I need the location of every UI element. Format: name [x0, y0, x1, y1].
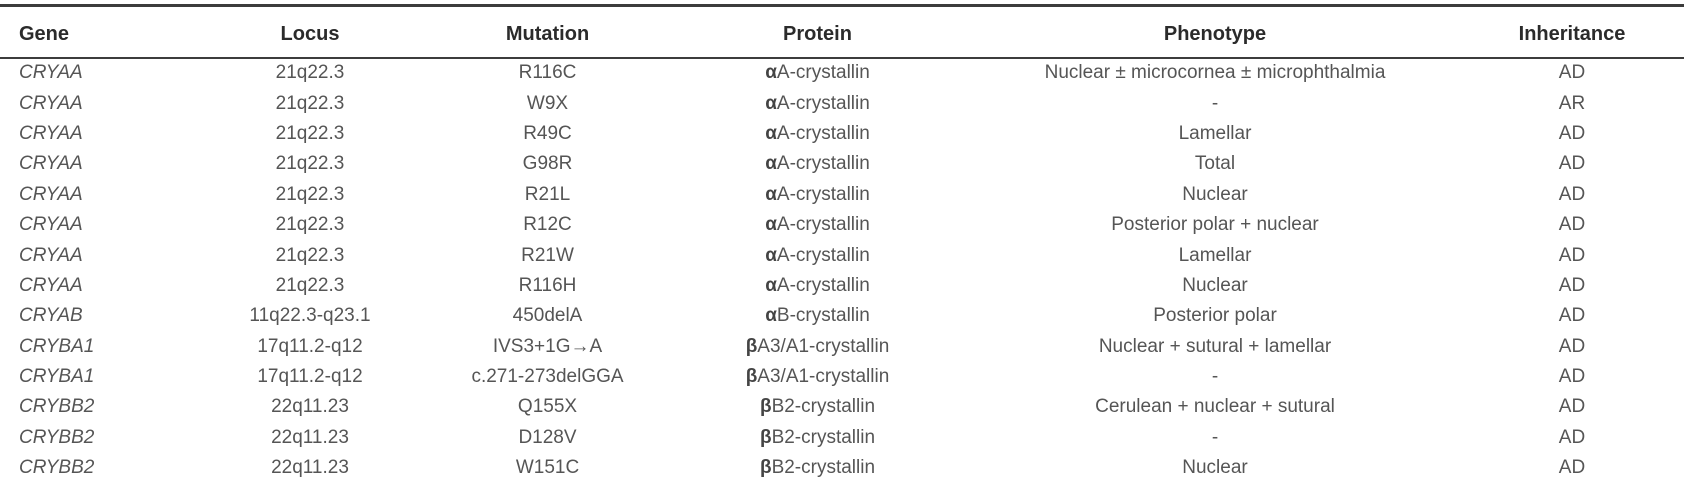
mutation-cell: c.271-273delGGA [471, 366, 624, 388]
locus-cell: 11q22.3-q23.1 [249, 305, 371, 327]
locus-cell: 17q11.2-q12 [257, 366, 363, 388]
protein-cell [665, 271, 970, 301]
mutation-cell: 450delA [512, 305, 583, 327]
mutation-cell: R21W [521, 244, 574, 266]
protein-greek-prefix: α [765, 274, 777, 296]
gene-cell: CRYAA [19, 183, 83, 205]
locus-cell: 17q11.2-q12 [257, 335, 363, 357]
gene-cell: CRYBA1 [19, 335, 95, 357]
locus-cell: 21q22.3 [275, 122, 345, 144]
phenotype-cell: Nuclear + sutural + lamellar [1098, 335, 1332, 357]
table-row [0, 362, 1684, 392]
protein-greek-prefix: α [765, 214, 777, 236]
table-row [0, 392, 1684, 422]
protein-greek-prefix: β [759, 457, 772, 479]
locus-cell: 21q22.3 [275, 274, 345, 296]
protein-name: A-crystallin [776, 214, 870, 236]
protein-cell [665, 56, 970, 88]
protein-name: B2-crystallin [771, 457, 876, 479]
inheritance-cell: AD [1558, 305, 1586, 327]
table-row [0, 149, 1684, 179]
mutation-cell: G98R [522, 153, 573, 175]
table-row [0, 119, 1684, 149]
inheritance-cell: AD [1558, 244, 1586, 266]
gene-cell: CRYBB2 [19, 426, 95, 448]
table-body [0, 56, 1684, 483]
mutation-cell: W9X [526, 92, 569, 114]
header-gene: Gene [19, 22, 70, 45]
inheritance-cell: AD [1558, 122, 1586, 144]
table-row [0, 210, 1684, 240]
inheritance-cell: AR [1558, 92, 1586, 114]
mutation-cell: Q155X [517, 396, 578, 418]
phenotype-cell: Nuclear ± microcornea ± microphthalmia [1044, 62, 1386, 84]
mutation-table [0, 12, 1684, 483]
header-locus: Locus [280, 22, 340, 45]
top-rule [0, 4, 1684, 7]
protein-greek-prefix: α [765, 153, 777, 175]
protein-name: A-crystallin [776, 274, 870, 296]
mutation-cell: R21L [524, 183, 571, 205]
table-row [0, 240, 1684, 270]
table-row [0, 56, 1684, 88]
gene-cell: CRYAA [19, 244, 83, 266]
locus-cell: 21q22.3 [275, 62, 345, 84]
protein-cell [665, 301, 970, 331]
phenotype-cell: Nuclear [1182, 183, 1248, 205]
protein-name: A3/A1-crystallin [757, 366, 890, 388]
protein-greek-prefix: α [765, 62, 777, 84]
mutation-cell: D128V [518, 426, 577, 448]
mutation-cell: R116H [518, 274, 577, 296]
locus-cell: 21q22.3 [275, 183, 345, 205]
mutation-cell: W151C [515, 457, 580, 479]
table-row [0, 180, 1684, 210]
phenotype-cell: Posterior polar [1153, 305, 1277, 327]
inheritance-cell: AD [1558, 426, 1586, 448]
mutation-cell: IVS3+1G→A [492, 335, 603, 357]
protein-name: A-crystallin [776, 153, 870, 175]
protein-cell [665, 332, 970, 362]
locus-cell: 22q11.23 [271, 426, 349, 448]
phenotype-cell: Lamellar [1178, 122, 1252, 144]
phenotype-cell: - [1211, 92, 1219, 114]
protein-greek-prefix: α [765, 305, 777, 327]
protein-cell [665, 210, 970, 240]
inheritance-cell: AD [1558, 335, 1586, 357]
phenotype-cell: Cerulean + nuclear + sutural [1095, 396, 1335, 418]
gene-cell: CRYAB [19, 305, 83, 327]
gene-cell: CRYAA [19, 153, 83, 175]
table-row [0, 271, 1684, 301]
locus-cell: 21q22.3 [275, 214, 345, 236]
protein-cell [665, 88, 970, 118]
protein-name: B-crystallin [776, 305, 870, 327]
header-phenotype: Phenotype [1163, 22, 1267, 45]
gene-cell: CRYAA [19, 62, 83, 84]
protein-cell [665, 423, 970, 453]
protein-name: A-crystallin [776, 244, 870, 266]
phenotype-cell: - [1211, 366, 1219, 388]
inheritance-cell: AD [1558, 274, 1586, 296]
protein-greek-prefix: α [765, 244, 777, 266]
inheritance-cell: AD [1558, 62, 1586, 84]
phenotype-cell: Total [1194, 153, 1236, 175]
phenotype-cell: Nuclear [1182, 274, 1248, 296]
protein-cell [665, 362, 970, 392]
inheritance-cell: AD [1558, 183, 1586, 205]
table-row [0, 88, 1684, 118]
gene-cell: CRYAA [19, 214, 83, 236]
gene-cell: CRYAA [19, 122, 83, 144]
table-row [0, 453, 1684, 483]
protein-greek-prefix: β [759, 396, 772, 418]
mutation-cell: R12C [523, 214, 572, 236]
protein-cell [665, 180, 970, 210]
inheritance-cell: AD [1558, 457, 1586, 479]
mutation-cell: R49C [523, 122, 572, 144]
gene-cell: CRYAA [19, 92, 83, 114]
protein-name: B2-crystallin [771, 426, 876, 448]
protein-greek-prefix: β [745, 366, 758, 388]
protein-greek-prefix: β [759, 426, 772, 448]
locus-cell: 22q11.23 [271, 396, 349, 418]
locus-cell: 21q22.3 [275, 244, 345, 266]
gene-cell: CRYBB2 [19, 457, 95, 479]
protein-name: A-crystallin [776, 92, 870, 114]
locus-cell: 21q22.3 [275, 92, 345, 114]
table-row [0, 423, 1684, 453]
phenotype-cell: - [1211, 426, 1219, 448]
protein-cell [665, 149, 970, 179]
phenotype-cell: Posterior polar + nuclear [1111, 214, 1319, 236]
header-inheritance: Inheritance [1518, 22, 1626, 45]
table-row [0, 332, 1684, 362]
phenotype-cell: Lamellar [1178, 244, 1252, 266]
phenotype-cell: Nuclear [1182, 457, 1248, 479]
gene-cell: CRYBB2 [19, 396, 95, 418]
inheritance-cell: AD [1558, 366, 1586, 388]
mutation-cell: R116C [518, 62, 577, 84]
protein-name: A-crystallin [776, 62, 870, 84]
protein-cell [665, 240, 970, 270]
protein-name: A-crystallin [776, 122, 870, 144]
locus-cell: 21q22.3 [275, 153, 345, 175]
protein-cell [665, 453, 970, 483]
table-row [0, 301, 1684, 331]
header-protein: Protein [783, 22, 852, 45]
locus-cell: 22q11.23 [271, 457, 349, 479]
protein-cell [665, 392, 970, 422]
protein-name: A-crystallin [776, 183, 870, 205]
header-mutation: Mutation [505, 22, 590, 45]
inheritance-cell: AD [1558, 396, 1586, 418]
protein-greek-prefix: α [765, 122, 777, 144]
protein-greek-prefix: β [745, 335, 758, 357]
protein-greek-prefix: α [765, 92, 777, 114]
protein-name: B2-crystallin [771, 396, 876, 418]
protein-cell [665, 119, 970, 149]
header-row [0, 12, 1684, 56]
gene-cell: CRYBA1 [19, 366, 95, 388]
gene-cell: CRYAA [19, 274, 83, 296]
inheritance-cell: AD [1558, 214, 1586, 236]
protein-greek-prefix: α [765, 183, 777, 205]
protein-name: A3/A1-crystallin [757, 335, 890, 357]
inheritance-cell: AD [1558, 153, 1586, 175]
